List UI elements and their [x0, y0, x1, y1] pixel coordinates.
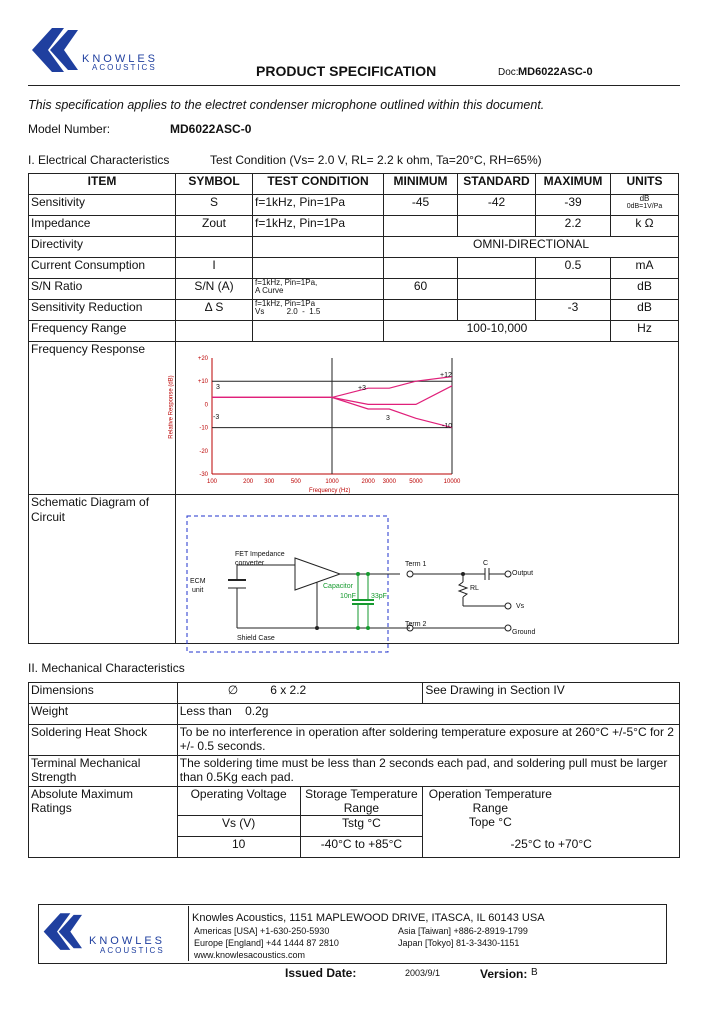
y-tick-label: -30 — [199, 472, 208, 478]
table-row — [29, 258, 679, 279]
section1-title: I. Electrical Characteristics — [28, 153, 170, 167]
schem-case: Shield Case — [237, 635, 275, 642]
cell-symbol: S — [176, 195, 253, 216]
cell-max: -39 — [536, 195, 611, 216]
cell-label: Dimensions — [29, 683, 178, 704]
model-value: MD6022ASC-0 — [170, 122, 252, 136]
schem-capacitor: Capacitor — [323, 583, 353, 590]
cell-unit: k Ω — [611, 216, 679, 237]
cond-a: f=1kHz, Pin=1Pa, — [255, 278, 318, 287]
chart-ann-right-bottom: -10 — [442, 423, 453, 430]
schem-cap-a: 10nF — [340, 593, 356, 600]
y-tick-label: +20 — [197, 356, 208, 362]
issued-value: 2003/9/1 — [405, 968, 441, 978]
operation-label: Operation Temperature Range — [428, 787, 552, 815]
frequency-response-chart — [180, 350, 470, 500]
th-item: ITEM — [29, 174, 176, 195]
cell-terminal: The soldering time must be less than 2 seconds each pad, and soldering pull must be larger than 0.5Kg each pad. — [177, 756, 679, 787]
cell-item: Frequency Range — [29, 321, 176, 342]
cell-weight: Less than 0.2g — [177, 704, 679, 725]
x-tick-label: 300 — [264, 479, 275, 485]
cell-unit: dB — [611, 279, 679, 300]
mechanical-table — [28, 682, 680, 858]
x-tick-label: 5000 — [409, 479, 423, 485]
cell-max: 0.5 — [536, 258, 611, 279]
cell-unit — [611, 195, 679, 216]
y-tick-label: -20 — [199, 448, 208, 455]
table-row — [29, 704, 680, 725]
doc-number: MD6022ASC-0 — [518, 66, 593, 78]
cell-label: Soldering Heat Shock — [29, 725, 178, 756]
y-tick-label: 0 — [204, 402, 208, 409]
chart-ann-left-a: 3 — [216, 384, 220, 391]
cell-min: 60 — [384, 279, 458, 300]
brand-bottom: ACOUSTICS — [92, 63, 157, 72]
brand-top: KNOWLES — [82, 53, 159, 65]
schem-c: C — [483, 560, 489, 567]
x-tick-label: 2000 — [361, 479, 375, 485]
schem-ecm: ECM — [190, 578, 206, 585]
schem-fet: FET Impedance — [235, 551, 285, 558]
table-row — [29, 216, 679, 237]
chart-ann-mid: +3 — [358, 385, 366, 392]
cell-max: -3 — [536, 300, 611, 321]
tope-label: Tope °C — [468, 815, 512, 829]
cell-min — [384, 216, 458, 237]
footer-divider — [188, 906, 189, 961]
th-minimum: MINIMUM — [384, 174, 458, 195]
cell-item: Sensitivity — [29, 195, 176, 216]
cell-unit: mA — [611, 258, 679, 279]
chart-ann-mid-low: 3 — [386, 415, 390, 422]
schem-ground: Ground — [512, 629, 536, 636]
unit-db: dB — [639, 194, 650, 203]
doc-label: Doc: — [498, 67, 519, 78]
cell-cond — [253, 300, 384, 321]
chart-ann-left-b: -3 — [213, 414, 220, 421]
th-symbol: SYMBOL — [176, 174, 253, 195]
schem-r: RL — [470, 585, 479, 592]
cell-op-voltage: Operating Voltage — [177, 787, 300, 816]
cell-tstg: Tstg °C — [300, 816, 423, 837]
x-tick-label: 10000 — [443, 479, 461, 485]
page-title: PRODUCT SPECIFICATION — [256, 63, 437, 79]
version-value: B — [531, 967, 538, 978]
cell-cond: f=1kHz, Pin=1Pa — [253, 216, 384, 237]
cell-tstg-val: -40°C to +85°C — [300, 837, 423, 858]
chart-xlabel: Frequency (Hz) — [309, 488, 351, 494]
cell-item: Frequency Response — [29, 342, 176, 495]
cell-symbol: Δ S — [176, 300, 253, 321]
schem-ecm2: unit — [192, 587, 204, 594]
test-condition: Test Condition (Vs= 2.0 V, RL= 2.2 k ohm, Ta=20°C, RH=65%) — [210, 153, 542, 167]
cell-min — [384, 300, 458, 321]
cell-item: Sensitivity Reduction — [29, 300, 176, 321]
diameter-icon: ∅ — [227, 683, 239, 697]
cell-std: -42 — [458, 195, 536, 216]
footer-americas: Americas [USA] +1-630-250-5930 — [194, 926, 330, 936]
footer-japan: Japan [Tokyo] 81-3-3430-1151 — [398, 938, 520, 948]
table-row — [29, 300, 679, 321]
cell-std — [458, 279, 536, 300]
schem-fet2: converter — [235, 560, 265, 567]
y-tick-label: +10 — [197, 379, 208, 386]
th-condition: TEST CONDITION — [253, 174, 384, 195]
cell-cond — [253, 279, 384, 300]
cell-symbol: Zout — [176, 216, 253, 237]
table-row — [29, 683, 680, 704]
table-row — [29, 321, 679, 342]
cell-item: Directivity — [29, 237, 176, 258]
cell-max: 2.2 — [536, 216, 611, 237]
cell-min — [384, 258, 458, 279]
chart-ylabel: Relative Response (dB) — [168, 375, 175, 439]
cell-unit: Hz — [611, 321, 679, 342]
x-tick-label: 100 — [206, 479, 218, 485]
cell-directivity: OMNI-DIRECTIONAL — [384, 237, 679, 258]
cell-dim-value — [177, 683, 423, 704]
table-row — [29, 195, 679, 216]
issued-label: Issued Date: — [285, 966, 357, 980]
footer-web: www.knowlesacoustics.com — [194, 950, 306, 960]
cond-b: A Curve — [255, 286, 284, 295]
x-tick-label: 3000 — [382, 479, 396, 485]
cell-label: Terminal Mechanical Strength — [29, 756, 178, 787]
cell-cond — [253, 258, 384, 279]
cell-freq-range: 100-10,000 — [384, 321, 611, 342]
schem-term1: Term 1 — [405, 561, 427, 568]
x-tick-label: 500 — [290, 479, 301, 485]
footer-europe: Europe [England] +44 1444 87 2810 — [194, 938, 339, 948]
x-tick-label: 1000 — [325, 479, 339, 485]
footer-company: Knowles Acoustics, 1151 MAPLEWOOD DRIVE, ITASCA, IL 60143 USA — [192, 912, 545, 924]
cell-unit: dB — [611, 300, 679, 321]
cell-std — [458, 258, 536, 279]
schematic-diagram — [180, 510, 540, 655]
footer-brand-top: KNOWLES — [89, 935, 166, 947]
footer-asia: Asia [Taiwan] +886-2-8919-1799 — [398, 926, 528, 936]
dim-value: 6 x 2.2 — [270, 683, 307, 697]
footer-brand-bottom: ACOUSTICS — [100, 946, 165, 955]
cell-std — [458, 300, 536, 321]
model-label: Model Number: — [28, 122, 111, 136]
cell-vs-val: 10 — [177, 837, 300, 858]
y-tick-label: -10 — [199, 425, 208, 432]
table-row — [29, 756, 680, 787]
schem-cap-b: 33pF — [371, 593, 387, 600]
cell-storage: Storage Temperature Range — [300, 787, 423, 816]
cell-tope-val: -25°C to +70°C — [423, 837, 680, 858]
chart-ann-right-top: +12 — [440, 372, 452, 379]
schem-output: Output — [512, 570, 534, 577]
cell-operation — [423, 787, 680, 837]
schem-term2: Term 2 — [405, 621, 427, 628]
th-standard: STANDARD — [458, 174, 536, 195]
cell-dim-note: See Drawing in Section IV — [423, 683, 680, 704]
cell-min: -45 — [384, 195, 458, 216]
cell-label: Absolute Maximum Ratings — [29, 787, 178, 858]
cell-cond: f=1kHz, Pin=1Pa — [253, 195, 384, 216]
cond-a: f=1kHz, Pin=1Pa — [255, 299, 316, 308]
table-row — [29, 279, 679, 300]
unit-ref: 0dB=1V/Pa — [626, 203, 663, 210]
x-tick-label: 200 — [243, 479, 254, 485]
cell-symbol: S/N (A) — [176, 279, 253, 300]
cell-symbol: I — [176, 258, 253, 279]
version-label: Version: — [480, 967, 528, 981]
intro-text: This specification applies to the electret condenser microphone outlined within this document. — [28, 98, 545, 112]
section2-title: II. Mechanical Characteristics — [28, 661, 185, 675]
table-row — [29, 725, 680, 756]
schem-vs: Vs — [516, 603, 525, 610]
header-rule — [28, 85, 680, 86]
th-maximum: MAXIMUM — [536, 174, 611, 195]
cell-label: Weight — [29, 704, 178, 725]
cell-item: Impedance — [29, 216, 176, 237]
knowles-logo-mark-footer — [42, 912, 92, 952]
knowles-logo-mark — [30, 28, 90, 73]
cell-vs: Vs (V) — [177, 816, 300, 837]
th-units: UNITS — [611, 174, 679, 195]
cell-item: S/N Ratio — [29, 279, 176, 300]
table-header-row — [29, 174, 679, 195]
cell-max — [536, 279, 611, 300]
table-row — [29, 787, 680, 816]
cell-heat: To be no interference in operation after soldering temperature exposure at 260°C +/-5°C for 2 +/- 0.5 seconds. — [177, 725, 679, 756]
cell-std — [458, 216, 536, 237]
cell-item: Schematic Diagram of Circuit — [29, 495, 176, 644]
table-row — [29, 237, 679, 258]
cond-b: Vs 2.0 - 1.5 — [255, 307, 321, 316]
cell-item: Current Consumption — [29, 258, 176, 279]
